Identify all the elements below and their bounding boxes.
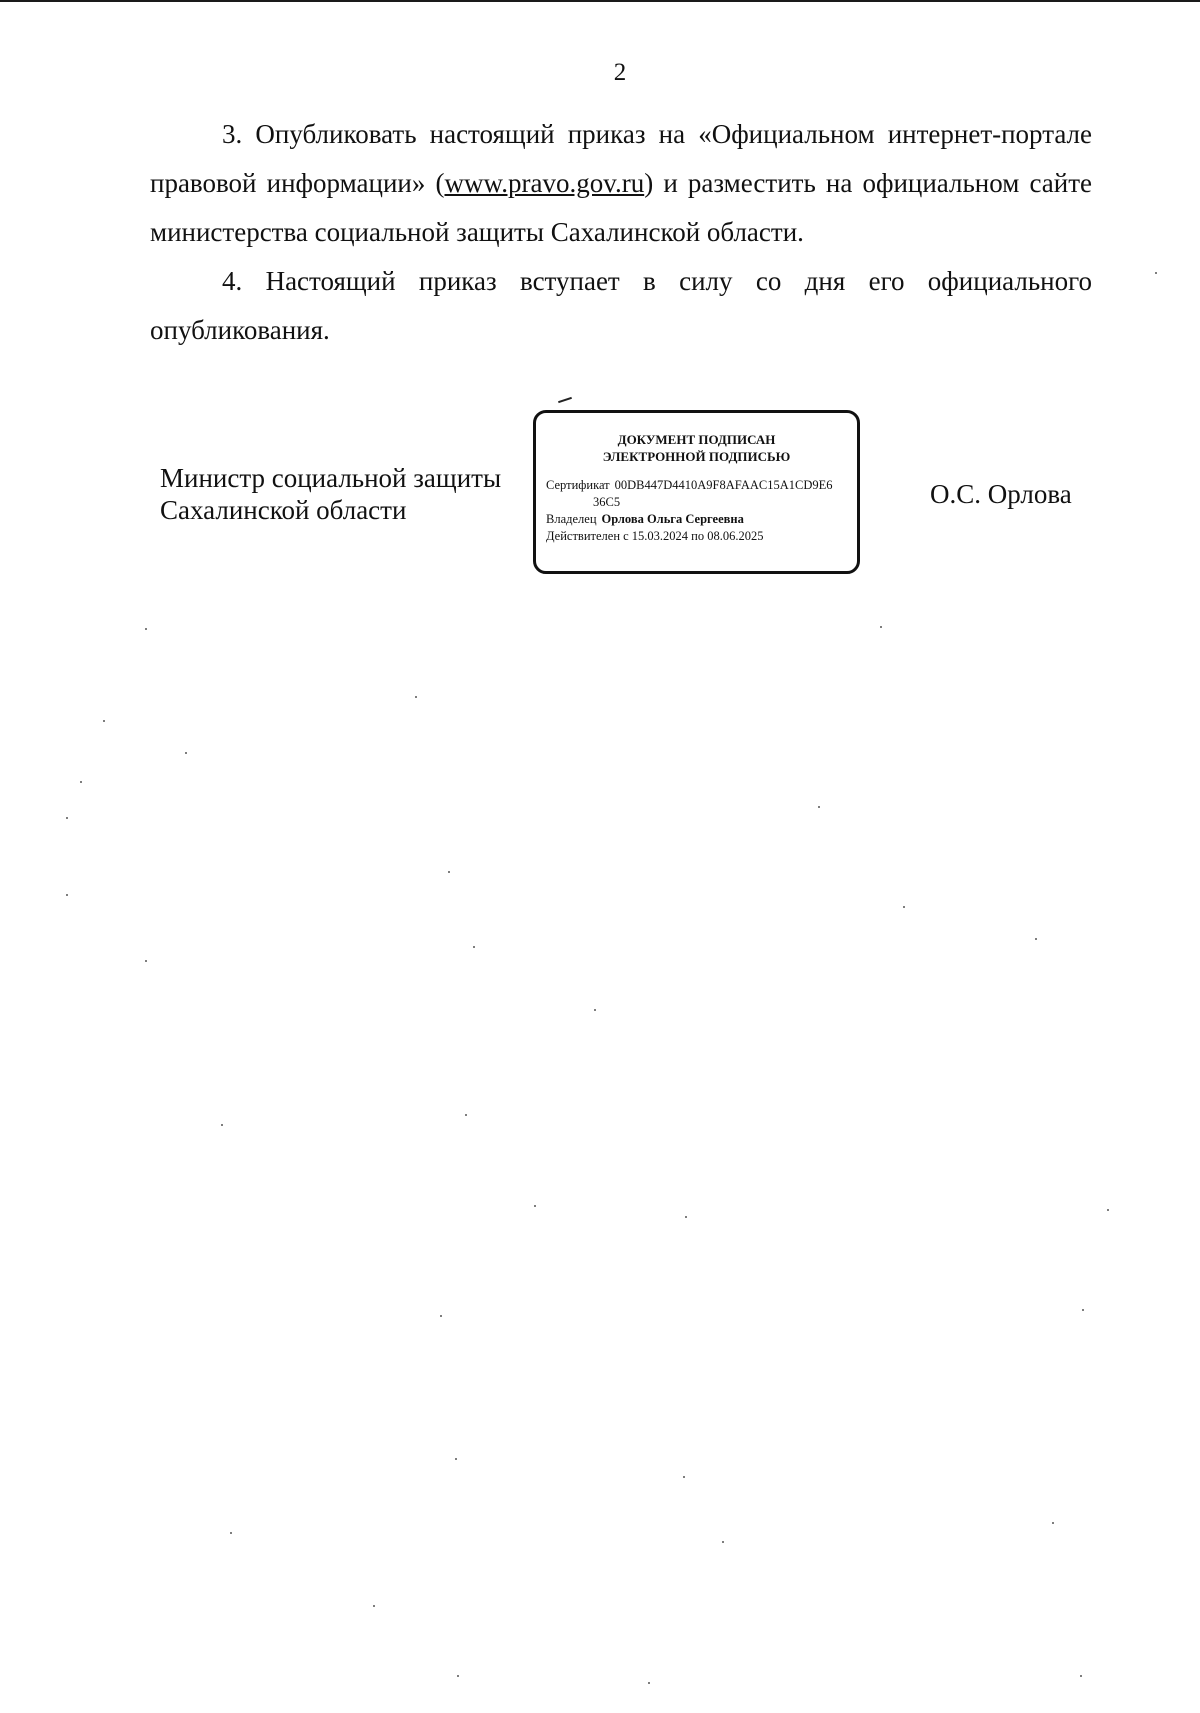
page-top-edge: [0, 0, 1200, 2]
paragraph-3: [150, 110, 1092, 257]
scan-speck: [594, 1009, 596, 1011]
pravo-portal-link[interactable]: www.pravo.gov.ru: [444, 168, 645, 198]
scan-speck: [1052, 1522, 1054, 1524]
paragraph-3-text-after: ) и разместить на официальном сайте министерства социальной защиты Сахалинской области.: [150, 168, 1092, 247]
scan-speck: [903, 906, 905, 908]
scan-speck: [1080, 1675, 1082, 1677]
scan-speck: [465, 1114, 467, 1116]
paragraph-3-number: 3.: [222, 119, 243, 149]
scan-speck: [534, 1205, 536, 1207]
scan-speck: [683, 1476, 685, 1478]
scan-speck: [103, 720, 105, 722]
scan-speck: [145, 960, 147, 962]
scan-speck: [373, 1605, 375, 1607]
signatory-title-line-2: Сахалинской области: [160, 495, 407, 525]
stamp-pen-mark: [558, 397, 572, 403]
scan-speck: [455, 1458, 457, 1460]
scan-speck: [1155, 272, 1157, 274]
stamp-details: [536, 477, 857, 545]
scan-speck: [473, 946, 475, 948]
scan-speck: [722, 1541, 724, 1543]
scan-speck: [145, 628, 147, 630]
scan-speck: [880, 626, 882, 628]
stamp-validity: Действителен с 15.03.2024 по 08.06.2025: [546, 529, 764, 543]
signatory-title-line-1: Министр социальной защиты: [160, 463, 502, 493]
scan-speck: [1107, 1209, 1109, 1211]
certificate-value: 00DB447D4410A9F8AFAAC15A1CD9E6: [614, 478, 833, 492]
stamp-owner-row: [546, 511, 849, 528]
electronic-signature-stamp: [533, 410, 860, 574]
signer-name: О.С. Орлова: [930, 479, 1072, 509]
stamp-heading-line-1: ДОКУМЕНТ ПОДПИСАН: [617, 432, 776, 447]
page-number: 2: [613, 59, 627, 86]
scan-speck: [185, 752, 187, 754]
scan-speck: [230, 1532, 232, 1534]
paragraph-4: [150, 257, 1092, 355]
signatory-title: [160, 462, 501, 526]
paragraph-3-text-before: Опубликовать настоящий приказ на «Официальном интернет-портале правовой информации» (: [150, 119, 1093, 198]
scan-speck: [448, 871, 450, 873]
stamp-heading: [536, 431, 857, 465]
stamp-certificate-continuation: 36C5: [593, 495, 621, 509]
certificate-label: Сертификат: [546, 478, 610, 492]
scan-speck: [648, 1682, 650, 1684]
scan-speck: [415, 696, 417, 698]
paragraph-4-number: 4.: [222, 266, 243, 296]
scan-speck: [221, 1124, 223, 1126]
scan-speck: [685, 1216, 687, 1218]
paragraph-4-text: Настоящий приказ вступает в силу со дня его официального опубликования.: [150, 266, 1093, 345]
stamp-heading-line-2: ЭЛЕКТРОННОЙ ПОДПИСЬЮ: [602, 449, 791, 464]
scan-speck: [457, 1675, 459, 1677]
scan-speck: [1035, 938, 1037, 940]
owner-name: Орлова Ольга Сергеевна: [601, 512, 744, 526]
scan-speck: [1082, 1309, 1084, 1311]
scan-speck: [66, 817, 68, 819]
stamp-certificate-row: [546, 477, 849, 494]
scan-speck: [818, 806, 820, 808]
scan-speck: [440, 1315, 442, 1317]
scan-speck: [66, 894, 68, 896]
owner-label: Владелец: [546, 512, 597, 526]
scan-speck: [80, 781, 82, 783]
